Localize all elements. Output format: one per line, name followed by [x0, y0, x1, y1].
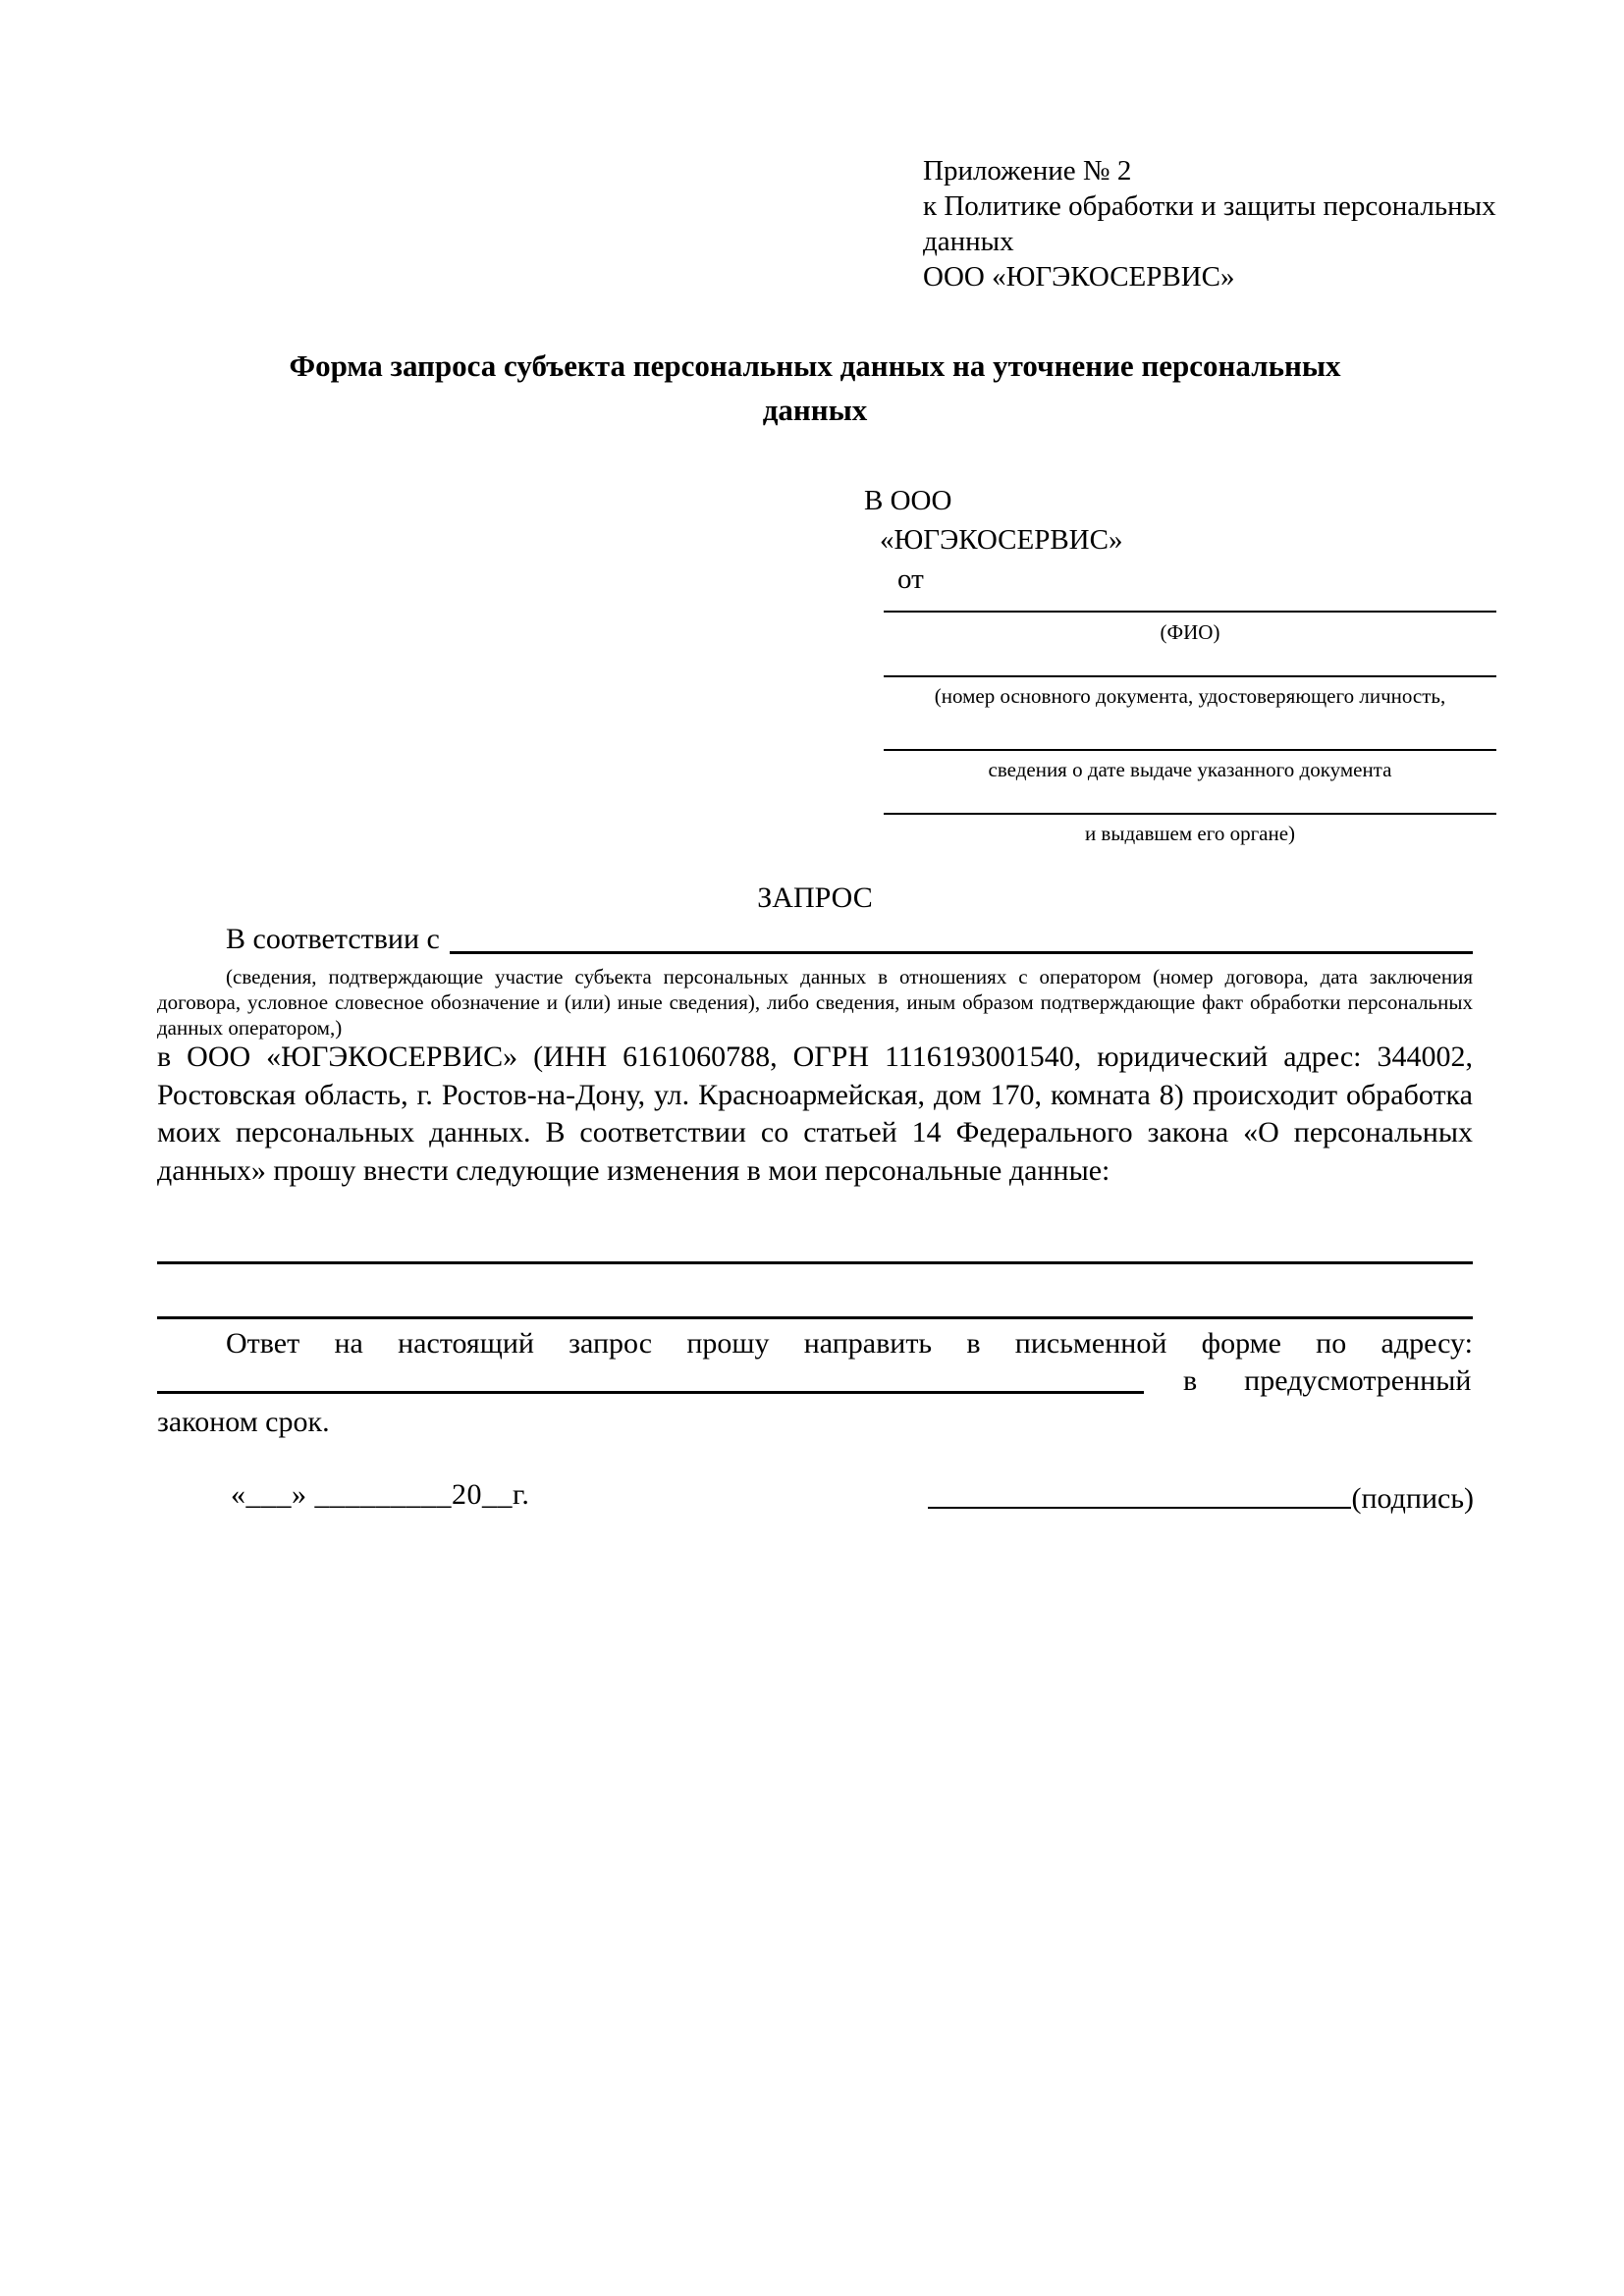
- fine-print-note: (сведения, подтверждающие участие субъекта персональных данных в отношениях с оператором (номер договора, дата заключения договора, условное словесное обозначение и (или) иные сведения), либо сведения, иным образом подтверждающие факт обработки персональных данных оператором,): [157, 965, 1473, 1040]
- answer-word-predusmotrenny: предусмотренный: [1244, 1364, 1472, 1397]
- annex-line-3: ООО «ЮГЭКОСЕРВИС»: [923, 261, 1235, 293]
- issuer-blank-line: [884, 813, 1496, 815]
- fio-caption: (ФИО): [1160, 620, 1220, 644]
- signature-row: [928, 1478, 1474, 1516]
- answer-paragraph-line-3: законом срок.: [157, 1406, 330, 1438]
- annex-note: [923, 153, 1553, 294]
- document-title: Форма запроса субъекта персональных данных на уточнение персональных данных: [289, 348, 1341, 427]
- addressee-org-line-2: «ЮГЭКОСЕРВИС»: [880, 524, 1123, 556]
- answer-paragraph-line-1: Ответ на настоящий запрос прошу направить в письменной форме по адресу:: [226, 1327, 1473, 1360]
- signature-blank-line: [928, 1507, 1351, 1509]
- request-heading: ЗАПРОС: [757, 881, 873, 914]
- fio-blank-line: [884, 611, 1496, 613]
- changes-blank-line-2: [157, 1316, 1473, 1319]
- addressee-from-label: от: [897, 563, 924, 595]
- address-blank-line: [157, 1391, 1144, 1394]
- annex-line-2: к Политике обработки и защиты персональных данных: [923, 190, 1496, 257]
- accordance-label: В соответствии с: [226, 923, 440, 955]
- issuer-caption: и выдавшем его органе): [1084, 822, 1296, 845]
- signature-caption: (подпись): [1351, 1482, 1474, 1515]
- answer-paragraph-line-2: [157, 1362, 1473, 1398]
- accordance-blank-line: [450, 951, 1473, 954]
- addressee-org-line-1: В ООО: [864, 485, 952, 516]
- accordance-row: [157, 921, 1473, 956]
- changes-blank-line-1: [157, 1261, 1473, 1264]
- issue-date-blank-line: [884, 749, 1496, 751]
- issue-date-caption: сведения о дате выдаче указанного документа: [988, 758, 1392, 781]
- answer-word-v: в: [1183, 1364, 1198, 1397]
- body-paragraph: в ООО «ЮГЭКОСЕРВИС» (ИНН 6161060788, ОГРН 1116193001540, юридический адрес: 344002, Ростовская область, г. Ростов-на-Дону, ул. Красноармейская, дом 170, комната 8) происходит обработка моих персональных данных. В соответствии со статьей 14 Федерального закона «О персональных данных» прошу внести следующие изменения в мои персональные данные:: [157, 1041, 1473, 1187]
- date-blank: «___» _________20__г.: [231, 1478, 530, 1511]
- addressee-block: [864, 481, 1122, 599]
- doc-number-blank-line: [884, 675, 1496, 677]
- annex-line-1: Приложение № 2: [923, 155, 1132, 187]
- doc-number-caption: (номер основного документа, удостоверяющего личность,: [934, 684, 1446, 708]
